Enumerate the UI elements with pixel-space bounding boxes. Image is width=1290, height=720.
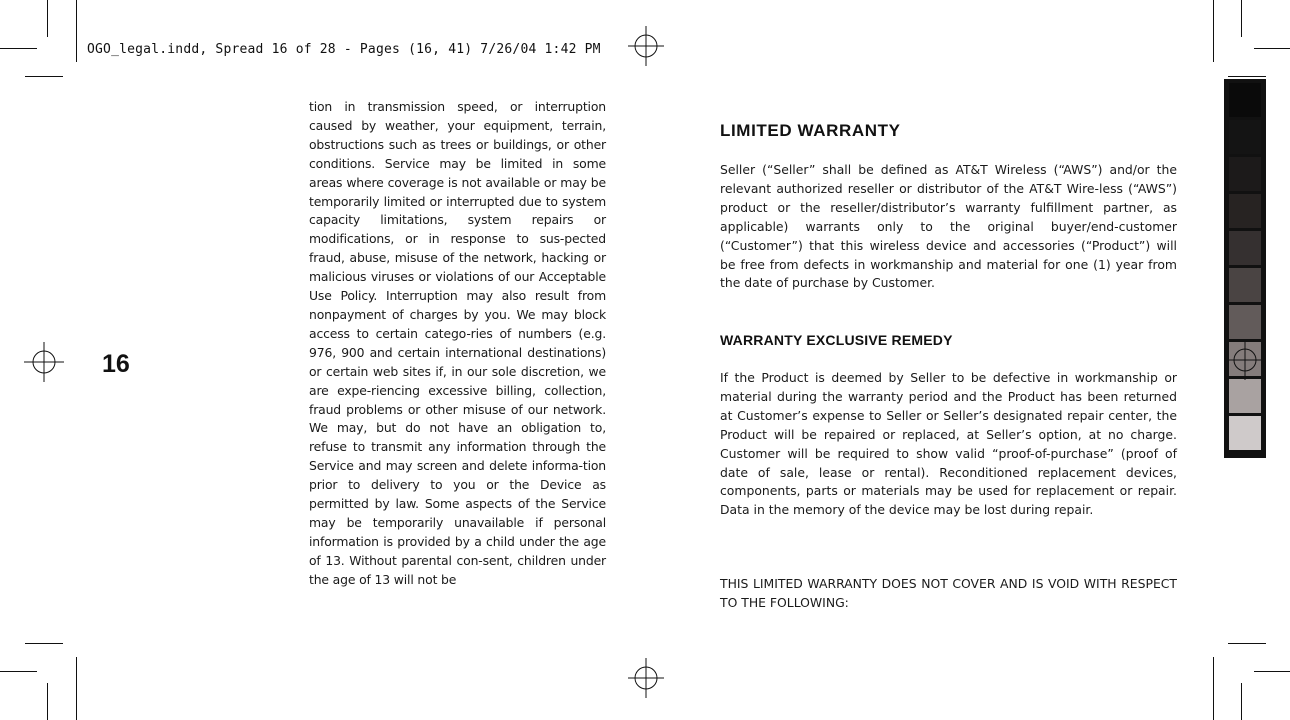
crop-mark <box>1213 657 1214 720</box>
crop-mark <box>1254 671 1290 672</box>
registration-mark-icon <box>626 656 666 700</box>
crop-mark <box>25 643 63 644</box>
crop-mark <box>76 657 77 720</box>
registration-mark-icon <box>1223 338 1267 382</box>
limited-warranty-heading: LIMITED WARRANTY <box>720 121 901 140</box>
left-column-text: tion in transmission speed, or interruption caused by weather, your equipment, terrain, obstructions such as trees or buildings, or other conditions. Service may be limited in some areas where coverage is not available or may be temporarily limited or interrupted due to system capacity limitations, system repairs or modifications, or in response to sus-pected fraud, abuse, misuse of the network, hacking or malicious viruses or violations of our Acceptable Use Policy. Interruption may also result from nonpayment of charges by you. We may block access to certain catego-ries of numbers (e.g. 976, 900 and certain international destinations) or certain web sites if, in our sole discretion, we are expe-riencing excessive billing, collection, fraud problems or other misuse of our network. We may, but do not have an obligation to, refuse to transmit any information through the Service and may screen and delete informa-tion prior to delivery to you or the Device as permitted by law. Some aspects of the Service may be temporarily unavailable if personal information is provided by a child under the age of 13. Without parental con-sent, children under the age of 13 will not be <box>309 99 606 587</box>
left-column <box>309 98 606 590</box>
page-number: 16 <box>102 350 130 378</box>
crop-mark <box>1254 48 1290 49</box>
crop-mark <box>1228 76 1266 77</box>
exclusive-remedy-heading: WARRANTY EXCLUSIVE REMEDY <box>720 332 953 348</box>
limited-warranty-text: Seller (“Seller” shall be defined as AT&T Wireless (“AWS”) and/or the relevant authorized reseller or distributor of the AT&T Wire-less (“AWS”) product or the reseller/distributor’s warranty fulfillment partner, as applicable) warrants only to the original buyer/end-customer (“Customer”) that this wireless device and accessories (“Product”) will be free from defects in workmanship and material for one (1) year from the date of purchase by Customer. <box>720 162 1177 291</box>
color-bar <box>1224 79 1266 458</box>
color-swatch <box>1229 379 1261 413</box>
color-swatch <box>1229 268 1261 302</box>
slug-line: OGO_legal.indd, Spread 16 of 28 - Pages (16, 41) 7/26/04 1:42 PM <box>87 42 601 57</box>
exclusive-remedy-text: If the Product is deemed by Seller to be defective in workmanship or material during the warranty period and the Product has been returned at Customer’s expense to Seller or Seller’s designated repair center, the Product will be repaired or replaced, at Seller’s option, at no charge. Customer will be required to show valid “proof-of-purchase” (proof of date of sale, lease or rental). Reconditioned replacement devices, components, parts or materials may be used for replacement or repair. Data in the memory of the device may be lost during repair. <box>720 370 1177 518</box>
color-swatch <box>1229 194 1261 228</box>
exclusive-remedy-body <box>720 369 1177 520</box>
crop-mark <box>0 671 37 672</box>
color-swatch <box>1229 305 1261 339</box>
crop-mark <box>47 683 48 720</box>
crop-mark <box>47 0 48 37</box>
color-swatch <box>1229 157 1261 191</box>
crop-mark <box>1228 643 1266 644</box>
registration-mark-icon <box>626 24 666 68</box>
not-covered-text: THIS LIMITED WARRANTY DOES NOT COVER AND IS VOID WITH RESPECT TO THE FOLLOWING: <box>720 576 1177 610</box>
crop-mark <box>1213 0 1214 62</box>
color-swatch <box>1229 231 1261 265</box>
color-swatch <box>1229 120 1261 154</box>
registration-mark-icon <box>22 340 66 384</box>
crop-mark <box>25 76 63 77</box>
crop-mark <box>1241 683 1242 720</box>
color-swatch <box>1229 83 1261 117</box>
limited-warranty-body <box>720 161 1177 293</box>
crop-mark <box>0 48 37 49</box>
color-swatch <box>1229 416 1261 450</box>
not-covered-section <box>720 575 1177 613</box>
crop-mark <box>1241 0 1242 37</box>
crop-mark <box>76 0 77 62</box>
